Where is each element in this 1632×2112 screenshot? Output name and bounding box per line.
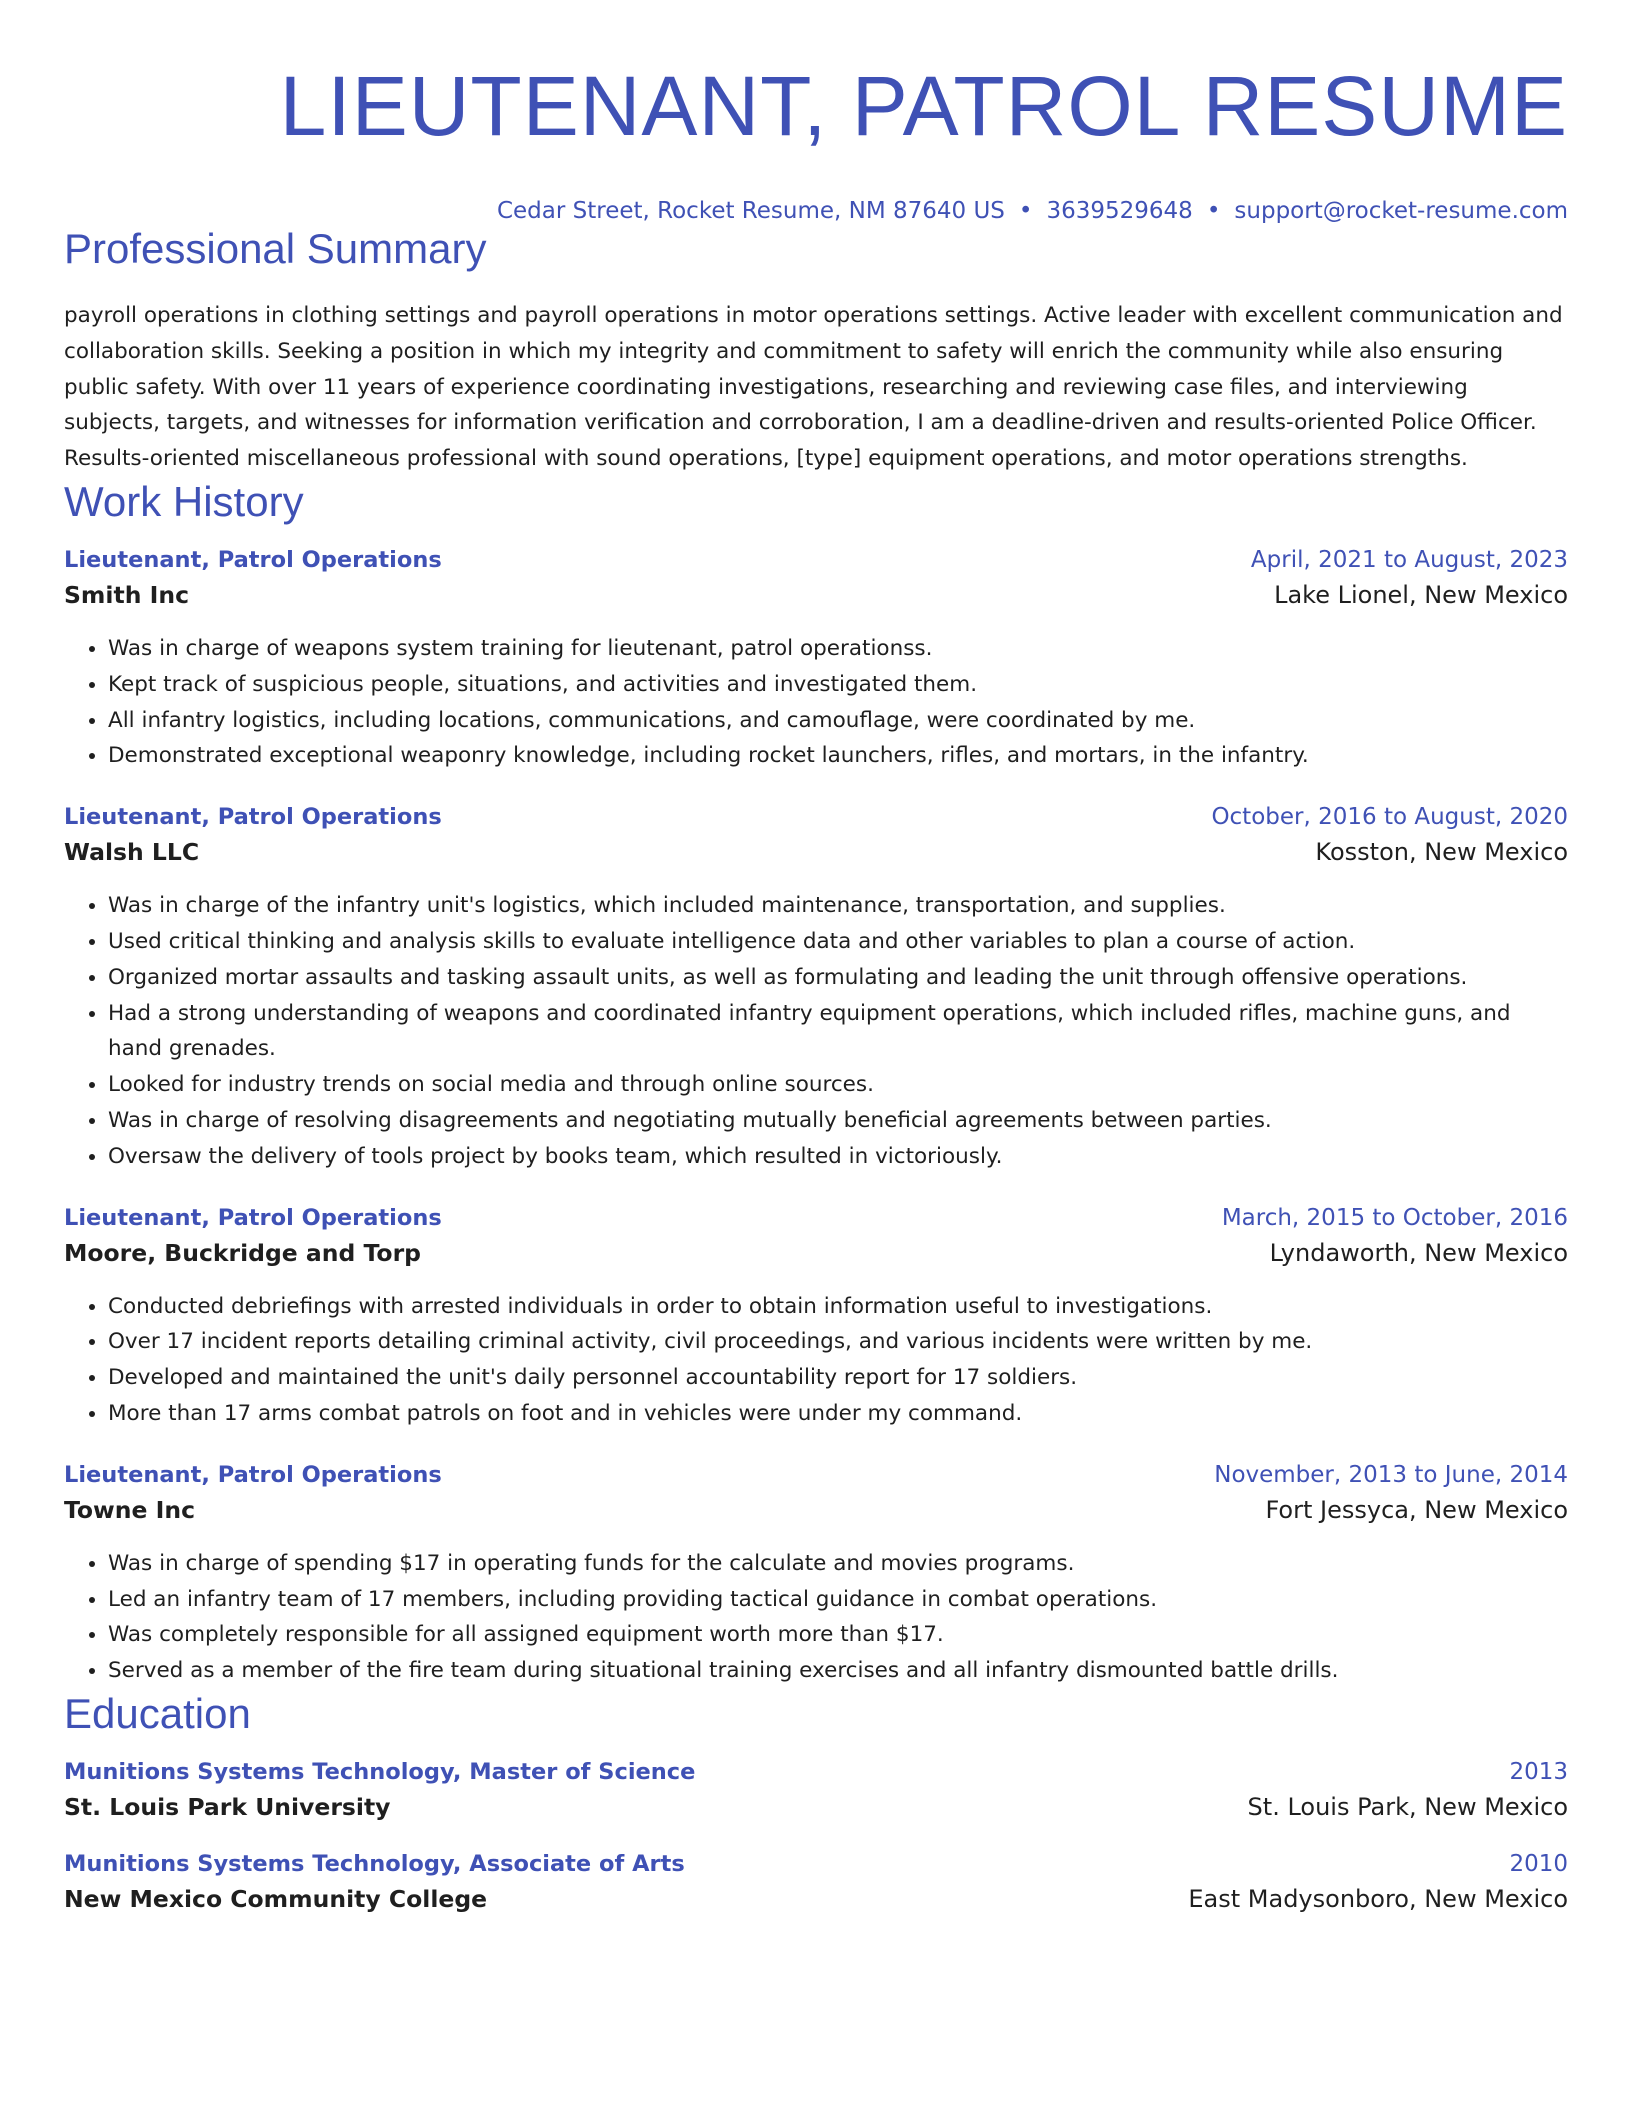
job-bullet: • All infantry logistics, including locations, communications, and camouflage, were coordinated by me. xyxy=(108,703,1568,739)
job-location: Kosston, New Mexico xyxy=(1315,838,1568,867)
job-entry xyxy=(64,1462,1568,1689)
job-bullet: • Looked for industry trends on social media and through online sources. xyxy=(108,1067,1568,1103)
job-bullet: • Conducted debriefings with arrested individuals in order to obtain information useful to investigations. xyxy=(108,1289,1568,1325)
job-entry xyxy=(64,804,1568,1174)
job-company-row xyxy=(64,1496,1568,1524)
contact-email[interactable]: support@rocket-resume.com xyxy=(1234,198,1568,224)
job-company-row xyxy=(64,581,1568,609)
summary-text: payroll operations in clothing settings and payroll operations in motor operations settings. Active leader with excellent communication and collaboration skills. Seeking a position in which my integrity and commitment to safety will enrich the community while also ensuring public safety. With over 11 years of experience coordinating investigations, researching and reviewing case files, and interviewing subjects, targets, and witnesses for information verification and corroboration, I am a deadline-driven and results-oriented Police Officer. Results-oriented miscellaneous professional with sound operations, [type] equipment operations, and motor operations strengths. xyxy=(64,303,1563,472)
job-bullet: • Was in charge of resolving disagreements and negotiating mutually beneficial agreements between parties. xyxy=(108,1103,1568,1139)
job-bullet: • Served as a member of the fire team during situational training exercises and all infantry dismounted battle drills. xyxy=(108,1653,1568,1689)
job-bullet: • Oversaw the delivery of tools project by books team, which resulted in victoriously. xyxy=(108,1139,1568,1175)
contact-address: Cedar Street, Rocket Resume, NM 87640 US xyxy=(496,198,1005,224)
contact-line xyxy=(64,198,1568,224)
job-company: Moore, Buckridge and Torp xyxy=(64,1238,421,1267)
job-role: Lieutenant, Patrol Operations xyxy=(64,1204,442,1231)
education-list xyxy=(64,1759,1568,1913)
job-company: Smith Inc xyxy=(64,580,190,609)
job-location: Lake Lionel, New Mexico xyxy=(1274,580,1568,609)
job-role: Lieutenant, Patrol Operations xyxy=(64,804,442,831)
job-entry xyxy=(64,547,1568,774)
education-year: 2013 xyxy=(1509,1758,1568,1785)
job-role: Lieutenant, Patrol Operations xyxy=(64,1461,442,1488)
job-dates: October, 2016 to August, 2020 xyxy=(1211,804,1568,831)
contact-phone: 3639529648 xyxy=(1046,198,1193,224)
job-company-row xyxy=(64,1239,1568,1267)
summary-heading: Professional Summary xyxy=(64,225,487,272)
education-entry xyxy=(64,1759,1568,1821)
resume-title: LIEUTENANT, PATROL RESUME xyxy=(279,59,1568,153)
job-dates: March, 2015 to October, 2016 xyxy=(1221,1204,1568,1231)
education-year: 2010 xyxy=(1509,1850,1568,1877)
education-school: New Mexico Community College xyxy=(64,1884,488,1913)
job-bullet: • Led an infantry team of 17 members, including providing tactical guidance in combat operations. xyxy=(108,1582,1568,1618)
job-company: Walsh LLC xyxy=(64,838,200,867)
job-company-row xyxy=(64,838,1568,866)
education-school: St. Louis Park University xyxy=(64,1792,391,1821)
job-bullet: • Was in charge of weapons system training for lieutenant, patrol operationss. xyxy=(108,631,1568,667)
education-school-row xyxy=(64,1885,1568,1913)
job-location: Fort Jessyca, New Mexico xyxy=(1265,1495,1568,1524)
education-location: St. Louis Park, New Mexico xyxy=(1247,1792,1568,1821)
work-history-heading: Work History xyxy=(64,477,304,525)
separator-dot: • xyxy=(1206,198,1221,224)
job-header-row xyxy=(64,1205,1568,1231)
job-bullet: • Demonstrated exceptional weaponry knowledge, including rocket launchers, rifles, and mortars, in the infantry. xyxy=(108,738,1568,774)
education-location: East Madysonboro, New Mexico xyxy=(1188,1884,1568,1913)
education-header-row xyxy=(64,1851,1568,1877)
work-history-list xyxy=(64,547,1568,1689)
education-entry xyxy=(64,1851,1568,1913)
job-header-row xyxy=(64,547,1568,573)
separator-dot: • xyxy=(1018,198,1033,224)
job-bullet: • Organized mortar assaults and tasking assault units, as well as formulating and leading the unit through offensive operations. xyxy=(108,960,1568,996)
job-bullet: • Had a strong understanding of weapons and coordinated infantry equipment operations, which included rifles, machine guns, and hand grenades. xyxy=(108,996,1568,1068)
education-school-row xyxy=(64,1793,1568,1821)
job-location: Lyndaworth, New Mexico xyxy=(1269,1238,1568,1267)
job-bullet: • Over 17 incident reports detailing criminal activity, civil proceedings, and various incidents were written by me. xyxy=(108,1324,1568,1360)
education-degree: Munitions Systems Technology, Master of Science xyxy=(64,1758,696,1785)
job-bullet: • Was in charge of the infantry unit's logistics, which included maintenance, transportation, and supplies. xyxy=(108,888,1568,924)
job-entry xyxy=(64,1205,1568,1432)
education-heading: Education xyxy=(64,1689,251,1737)
job-bullets xyxy=(64,888,1568,1174)
education-degree: Munitions Systems Technology, Associate of Arts xyxy=(64,1850,685,1877)
job-bullets xyxy=(64,631,1568,774)
job-dates: April, 2021 to August, 2023 xyxy=(1250,546,1568,573)
education-header-row xyxy=(64,1759,1568,1785)
job-bullet: • Developed and maintained the unit's daily personnel accountability report for 17 soldiers. xyxy=(108,1360,1568,1396)
job-company: Towne Inc xyxy=(64,1495,196,1524)
job-bullet: • More than 17 arms combat patrols on foot and in vehicles were under my command. xyxy=(108,1396,1568,1432)
job-role: Lieutenant, Patrol Operations xyxy=(64,546,442,573)
job-bullet: • Kept track of suspicious people, situations, and activities and investigated them. xyxy=(108,667,1568,703)
job-bullets xyxy=(64,1546,1568,1689)
job-header-row xyxy=(64,804,1568,830)
job-header-row xyxy=(64,1462,1568,1488)
job-bullet: • Used critical thinking and analysis skills to evaluate intelligence data and other variables to plan a course of action. xyxy=(108,924,1568,960)
job-bullets xyxy=(64,1289,1568,1432)
job-bullet: • Was in charge of spending $17 in operating funds for the calculate and movies programs. xyxy=(108,1546,1568,1582)
job-bullet: • Was completely responsible for all assigned equipment worth more than $17. xyxy=(108,1617,1568,1653)
job-dates: November, 2013 to June, 2014 xyxy=(1214,1461,1568,1488)
